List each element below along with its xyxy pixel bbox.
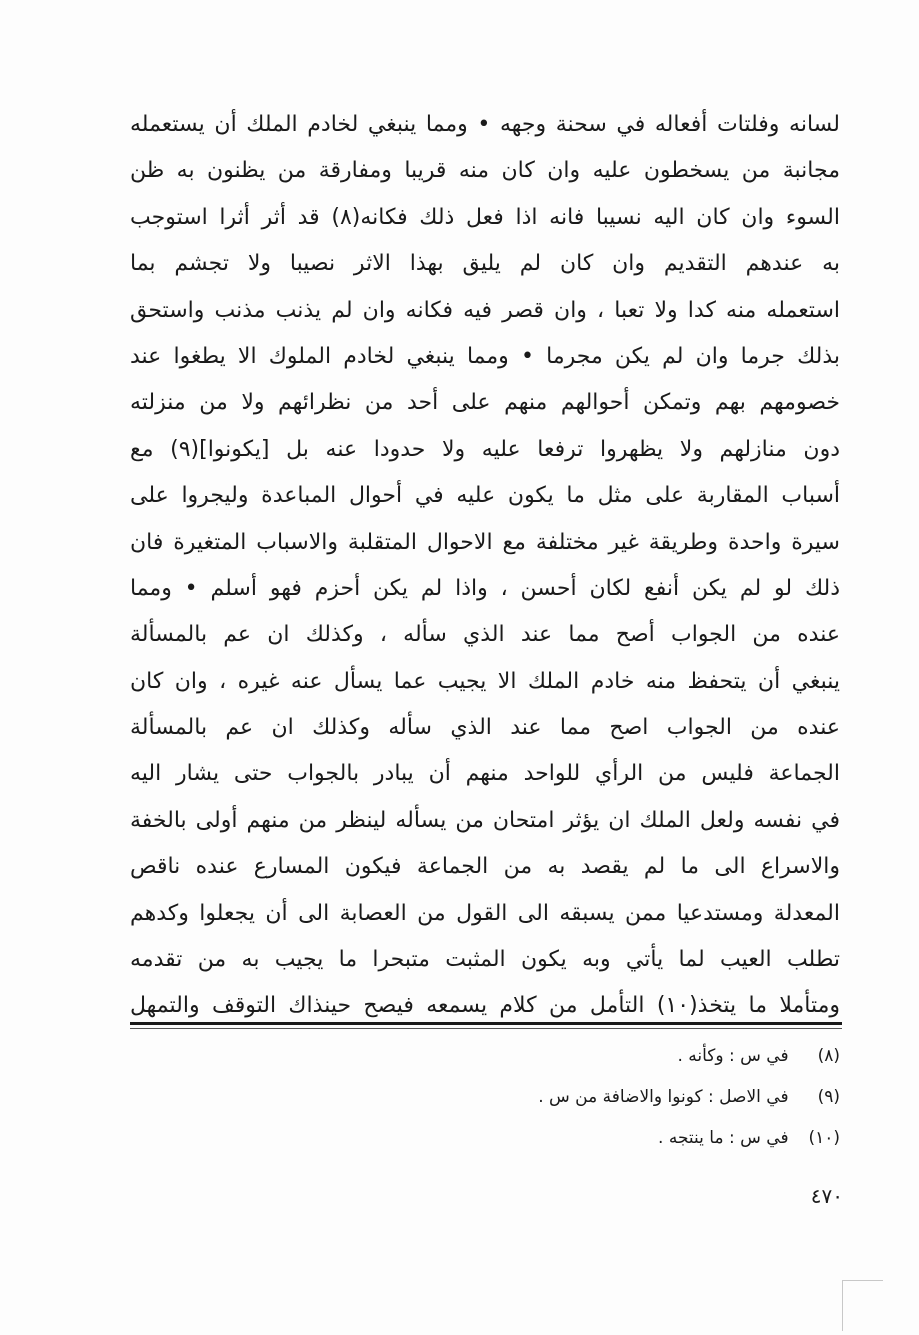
footnote-text: في س : ما ينتجه . (658, 1128, 789, 1148)
body-line: ومتأملا ما يتخذ(١٠) التأمل من كلام يسمعه فيصح حينذاك التوقف والتمهل (130, 993, 840, 1019)
footnote-separator (130, 1022, 842, 1025)
body-line: سيرة واحدة وطريقة غير مختلفة مع الاحوال المتقلبة والاسباب المتغيرة فان (130, 529, 840, 555)
body-line: مجانبة من يسخطون عليه وان كان منه قريبا ومفارقة من يظنون به ظن (130, 158, 840, 184)
body-line: السوء وان كان اليه نسيبا فانه اذا فعل ذلك فكانه(٨) قد أثر أثرا استوجب (130, 204, 840, 230)
footnote (300, 1118, 840, 1159)
body-text (130, 102, 840, 1030)
footnote (300, 1077, 840, 1118)
body-line: لسانه وفلتات أفعاله في سحنة وجهه • ومما ينبغي لخادم الملك أن يستعمله (130, 112, 840, 137)
scan-edge-mark (842, 1280, 883, 1331)
footnotes (300, 1036, 840, 1159)
body-line: دون منازلهم ولا يظهروا ترفعا عليه ولا حدودا عنه بل [يكونوا](٩) مع (130, 436, 840, 462)
body-line: والاسراع الى ما لم يقصد به من الجماعة فيكون المسارع عنده ناقص (130, 854, 840, 880)
body-line: خصومهم بهم وتمكن أحوالهم منهم على أحد من نظرائهم ولا من منزلته (130, 390, 840, 416)
body-line: عنده من الجواب أصح مما عند الذي سأله ، وكذلك ان عم بالمسألة (130, 622, 840, 648)
footnote-number: (٩) (817, 1087, 840, 1107)
body-line: عنده من الجواب اصح مما عند الذي سأله وكذلك ان عم بالمسألة (130, 715, 840, 741)
body-line: ينبغي أن يتحفظ منه خادم الملك الا يجيب عما يسأل عنه غيره ، وان كان (130, 668, 840, 694)
footnote-text: في الاصل : كونوا والاضافة من س . (538, 1087, 789, 1107)
body-line: به عندهم التقديم وان كان لم يليق بهذا الاثر نصيبا ولا تجشم بما (130, 251, 840, 277)
footnote-text: في س : وكأنه . (677, 1046, 789, 1066)
body-line: الجماعة فليس من الرأي للواحد منهم أن يبادر بالجواب حتى يشار اليه (130, 761, 840, 787)
body-line: استعمله منه كدا ولا تعبا ، وان قصر فيه فكانه وان لم يذنب مذنب واستحق (130, 297, 840, 323)
footnote-number: (٨) (817, 1046, 840, 1066)
footnote-number: (١٠) (808, 1128, 840, 1148)
body-line: تطلب العيب لما يأتي وبه يكون المثبت متبحرا ما يجيب به من تقدمه (130, 947, 840, 973)
footnote (300, 1036, 840, 1077)
body-line: المعدلة ومستدعيا ممن يسبقه الى القول من العصابة الى أن يجعلوا وكدهم (130, 900, 840, 926)
body-line: ذلك لو لم يكن أنفع لكان أحسن ، واذا لم يكن أحزم فهو أسلم • ومما (130, 575, 840, 601)
footnote-separator-thin (130, 1028, 842, 1029)
body-line: أسباب المقاربة على مثل ما يكون عليه في أحوال المباعدة وليجروا على (130, 483, 840, 509)
body-line: في نفسه ولعل الملك ان يؤثر امتحان من يسأله لينظر من منهم أولى بالخفة (130, 807, 840, 833)
page-number: ٤٧٠ (810, 1184, 843, 1208)
body-line: بذلك جرما وان لم يكن مجرما • ومما ينبغي لخادم الملوك الا يطغوا عند (130, 343, 840, 369)
